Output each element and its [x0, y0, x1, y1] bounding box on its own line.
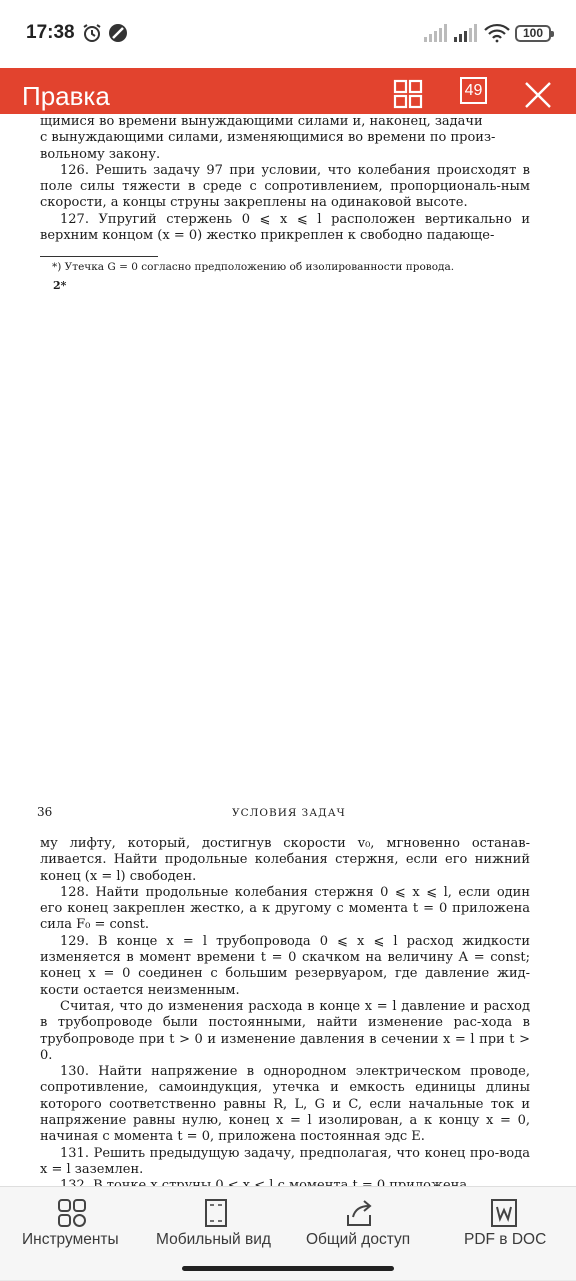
running-head: УСЛОВИЯ ЗАДАЧ: [232, 807, 346, 819]
mobile-view-icon: [200, 1197, 232, 1229]
wifi-icon: [484, 24, 510, 42]
status-bar: [0, 0, 576, 68]
page-number: 36: [37, 805, 53, 819]
signal-icon: [454, 24, 478, 42]
home-indicator[interactable]: [182, 1266, 394, 1271]
close-icon[interactable]: [518, 75, 558, 115]
text-line: с вынуждающими силами, изменяющимися во времени по произ-: [40, 130, 496, 146]
thumbnails-grid-icon[interactable]: [388, 75, 428, 115]
battery-icon: 100: [515, 25, 551, 42]
paragraph: Считая, что до изменения расхода в конце x = l давление и расход в трубопроводе были постоянными, найти изменение рас-хода в трубопроводе при t > 0 и изменение давления в сечении x = l при t > 0.: [40, 998, 530, 1063]
problem-131: 131. Решить предыдущую задачу, предполагая, что конец про-вода x = l заземлен.: [40, 1145, 530, 1177]
alarm-icon: [82, 23, 102, 43]
nav-label: Мобильный вид: [156, 1231, 271, 1248]
problem-127: 127. Упругий стержень 0 ⩽ x ⩽ l расположен вертикально и верхним концом (x = 0) жестко прикреплен к свободно падающе-: [40, 211, 530, 244]
signal-icon: [424, 24, 448, 42]
text-line: щимися во времени вынуждающими силами и, наконец, задачи: [40, 114, 483, 129]
clock: 17:38: [26, 22, 75, 43]
problem-130: 130. Найти напряжение в однородном электрическом проводе, сопротивление, самоиндукция, утечка и емкость единицы длины которого соответственно равны R, L, G и C, если начальные ток и напряжение равны нулю, конец x = l изолирован, а к концу x = 0, начиная с момента t = 0, приложена постоянная эдс E.: [40, 1064, 530, 1145]
word-doc-icon: [488, 1197, 520, 1229]
page-count-button[interactable]: 49: [460, 77, 487, 104]
paragraph: му лифту, который, достигнув скорости v₀, мгновенно останав-ливается. Найти продольные колебания стержня, если его нижний конец (x = l) свободен.: [40, 836, 530, 884]
share-icon: [344, 1197, 376, 1229]
tools-icon: [56, 1197, 88, 1229]
nav-label: PDF в DOC: [464, 1231, 547, 1248]
page-text: [40, 836, 530, 1195]
dnd-icon: [108, 23, 128, 43]
footnote-rule: [40, 256, 158, 257]
nav-label: Общий доступ: [306, 1231, 411, 1248]
text-line: вольному закону.: [40, 146, 161, 162]
page-text: [40, 114, 530, 244]
pdf-page: [0, 536, 576, 1236]
signature-mark: 2*: [53, 279, 67, 292]
problem-128: 128. Найти продольные колебания стержня 0 ⩽ x ⩽ l, если один его конец закреплен жестко, а к другому с момента t = 0 приложена сила F₀ = const.: [40, 884, 530, 933]
footnote: *) Утечка G = 0 согласно предположению об изолированности провода.: [52, 261, 455, 273]
nav-tools[interactable]: [0, 1187, 144, 1281]
document-viewer[interactable]: [0, 114, 576, 1186]
problem-126: 126. Решить задачу 97 при условии, что колебания происходят в поле силы тяжести в среде с сопротивлением, пропорциональ-ным скорости, а концы струны закреплены на одинаковой высоте.: [40, 162, 530, 211]
nav-label: Инструменты: [22, 1231, 119, 1248]
toolbar-title: Правка: [22, 81, 110, 111]
nav-pdf-to-doc[interactable]: [432, 1187, 576, 1281]
problem-129: 129. В конце x = l трубопровода 0 ⩽ x ⩽ l расход жидкости изменяется в момент времени t = 0 скачком на величину A = const; конец x = 0 соединен с большим резервуаром, где давление жид-кости остается неизменным.: [40, 933, 530, 998]
